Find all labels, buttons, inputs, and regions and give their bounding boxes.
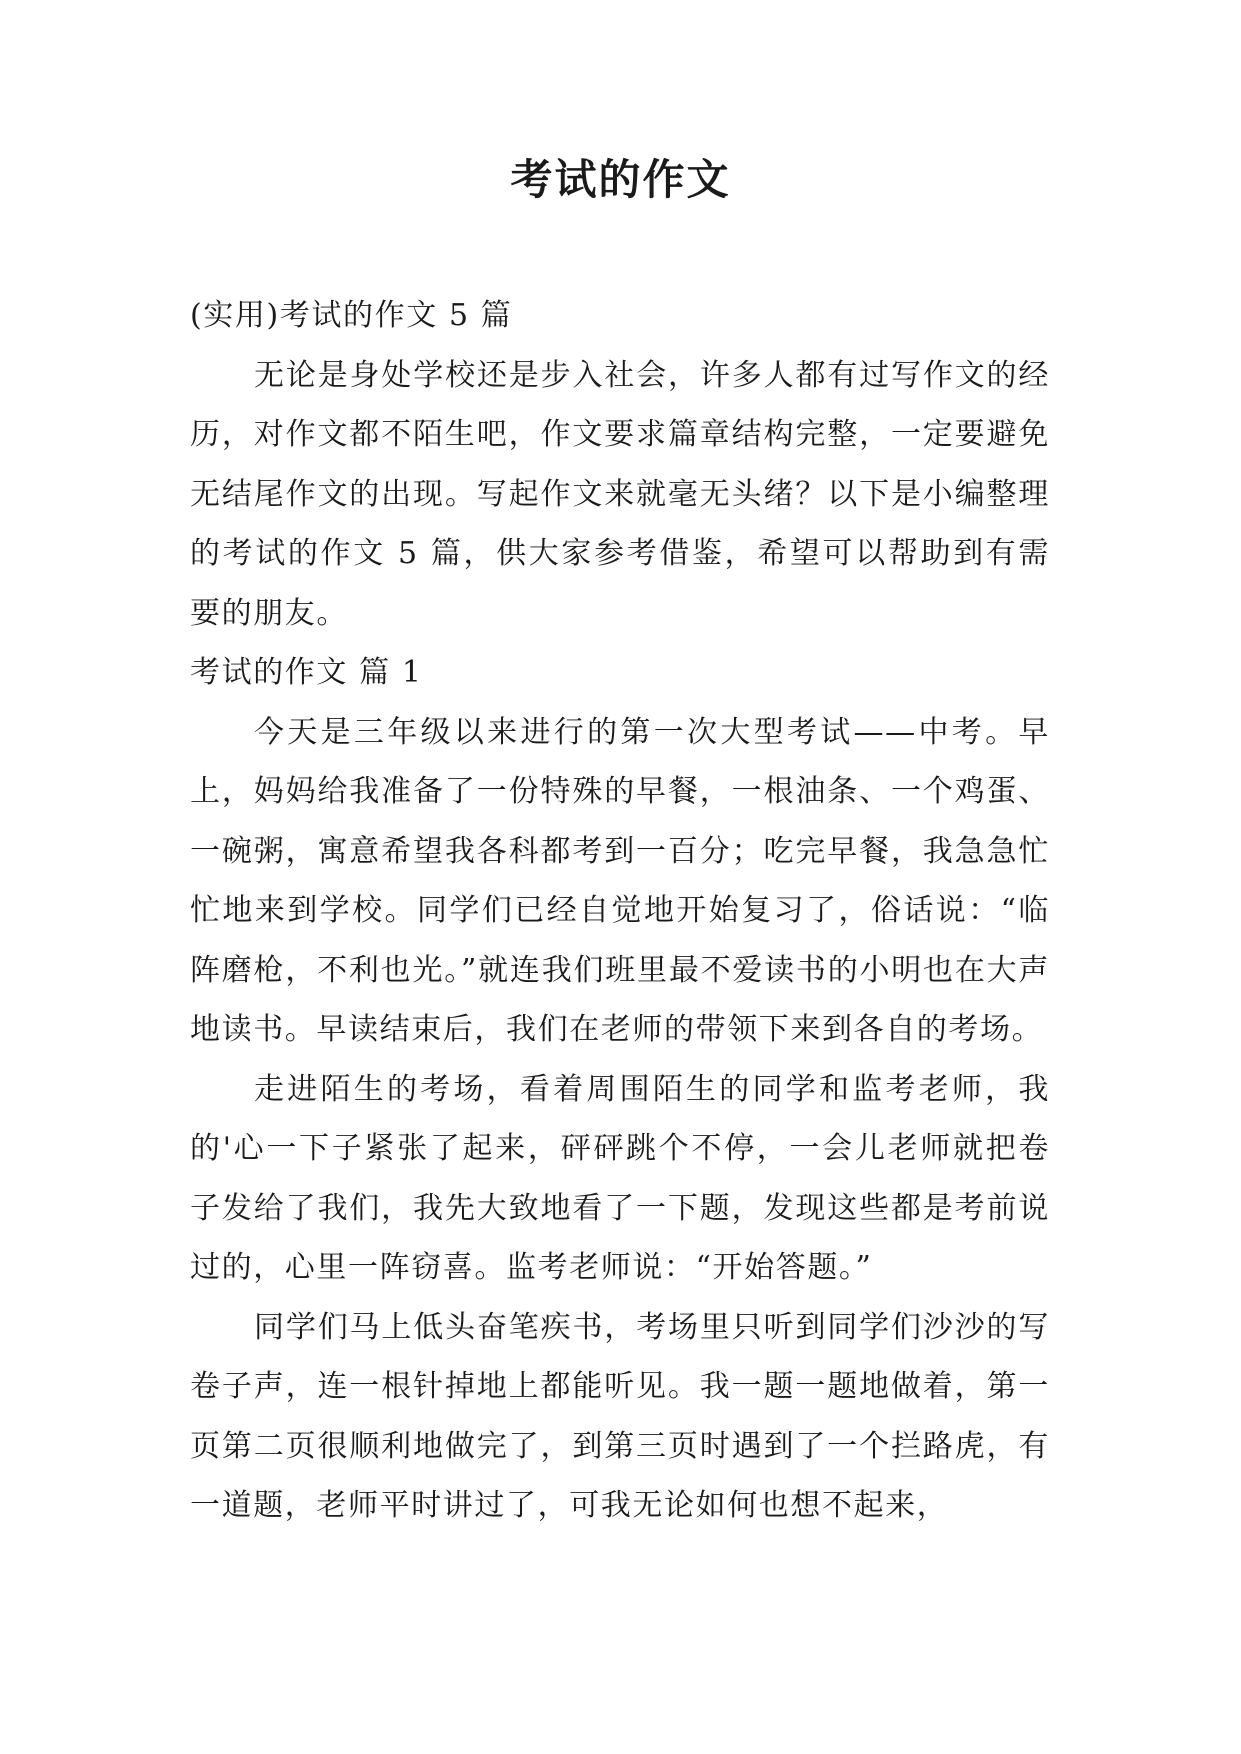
intro-paragraph: 无论是身处学校还是步入社会，许多人都有过写作文的经历，对作文都不陌生吧，作文要求篇章结构完整，一定要避免无结尾作文的出现。写起作文来就毫无头绪？以下是小编整理的考试的作文 5 篇，供大家参考借鉴，希望可以帮助到有需要的朋友。 [190, 357, 1050, 631]
section-paragraph: 今天是三年级以来进行的第一次大型考试——中考。早上，妈妈给我准备了一份特殊的早餐，一根油条、一个鸡蛋、一碗粥，寓意希望我各科都考到一百分；吃完早餐，我急急忙忙地来到学校。同学们已经自觉地开始复习了，俗话说：“临阵磨枪，不利也光。”就连我们班里最不爱读书的小明也在大声地读书。早读结束后，我们在老师的带领下来到各自的考场。 [190, 714, 1050, 1047]
document-title: 考试的作文 [510, 155, 731, 204]
section-paragraph: 走进陌生的考场，看着周围陌生的同学和监考老师，我的'心一下子紧张了起来，砰砰跳个不停，一会儿老师就把卷子发给了我们，我先大致地看了一下题，发现这些都是考前说过的，心里一阵窃喜。监考老师说：“开始答题。” [190, 1071, 1050, 1285]
section-paragraph: 同学们马上低头奋笔疾书，考场里只听到同学们沙沙的写卷子声，连一根针掉地上都能听见。我一题一题地做着，第一页第二页很顺利地做完了，到第三页时遇到了一个拦路虎，有一道题，老师平时讲过了，可我无论如何也想不起来， [190, 1309, 1050, 1523]
document-body [190, 286, 1050, 1536]
document-subtitle: (实用)考试的作文 5 篇 [190, 298, 513, 333]
section-heading: 考试的作文 篇 1 [190, 655, 423, 690]
